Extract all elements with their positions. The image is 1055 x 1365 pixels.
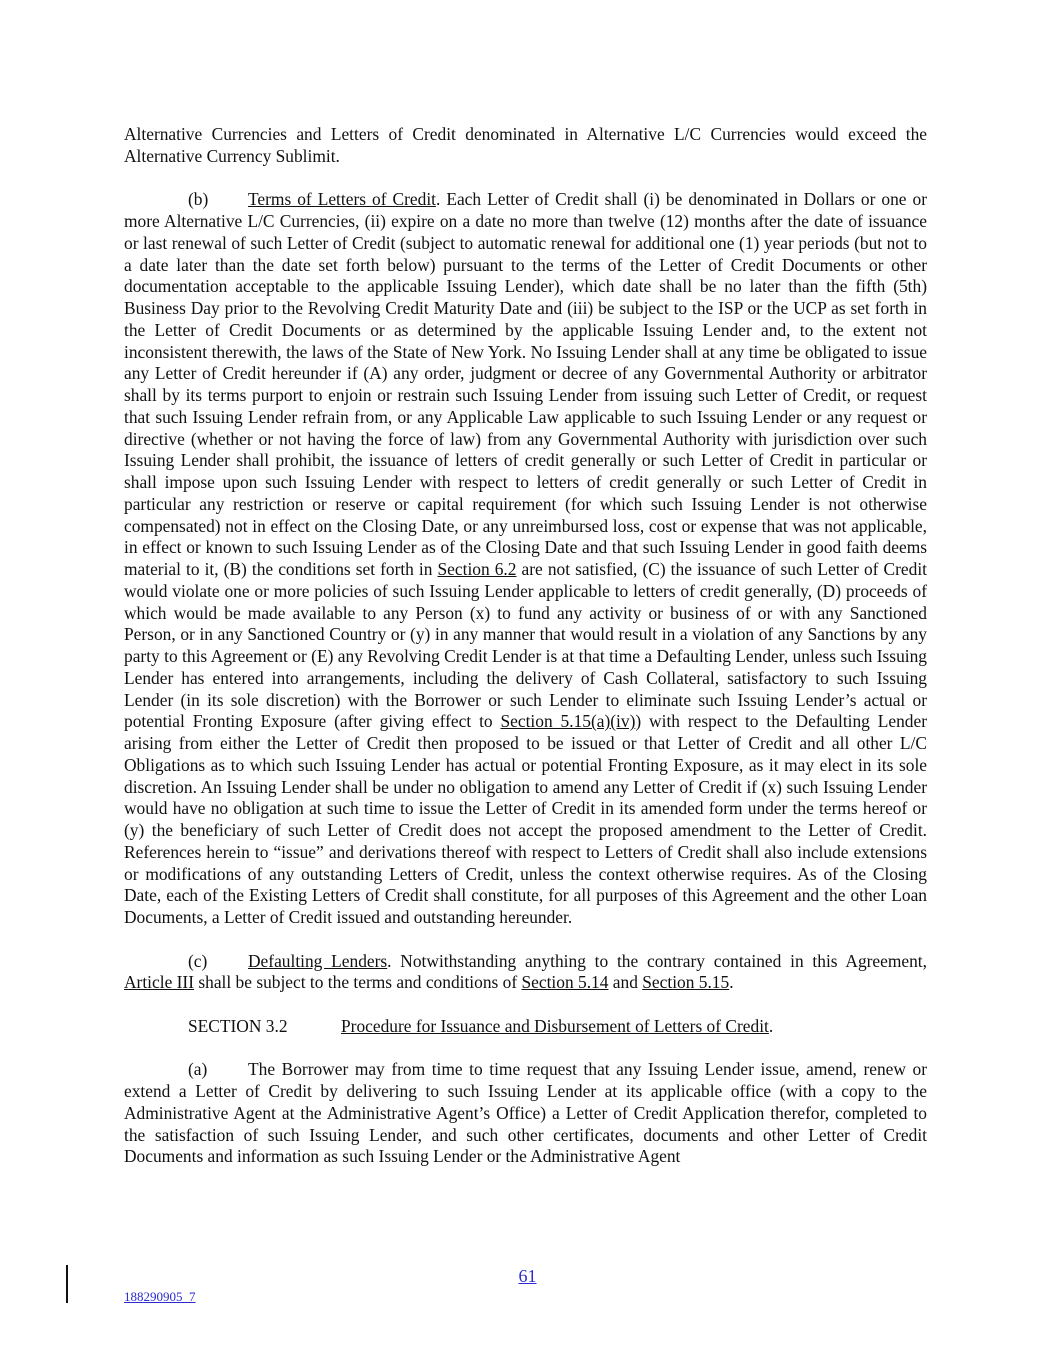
paragraph-a — [124, 1059, 927, 1168]
paragraph-c-text-4: . — [729, 972, 734, 993]
section-5-15-a-iv-reference: Section 5.15(a)(iv) — [500, 711, 636, 732]
paragraph-a-text: The Borrower may from time to time request that any Issuing Lender issue, amend, renew or extend a Letter of Credit by delivering to such Issuing Lender at its applicable office (with a copy to the Administrative Agent at the Administrative Agent’s Office) a Letter of Credit Application therefor, completed to the satisfaction of such Issuing Lender, and such other certificates, documents and other Letter of Credit Documents and information as such Issuing Lender or the Administrative Agent — [124, 1059, 927, 1167]
paragraph-c-label: (c) — [188, 950, 208, 971]
article-iii-reference: Article III — [124, 972, 195, 993]
section-5-14-reference: Section 5.14 — [521, 972, 609, 993]
paragraph-b — [124, 189, 927, 929]
paragraph-b-title: Terms of Letters of Credit — [248, 189, 436, 210]
paragraph-c-text-1: . Notwithstanding anything to the contrary contained in this Agreement, — [387, 950, 927, 971]
document-id[interactable]: 188290905_7 — [124, 1289, 196, 1304]
section-title: Procedure for Issuance and Disbursement of Letters of Credit — [341, 1015, 769, 1036]
intro-paragraph: Alternative Currencies and Letters of Credit denominated in Alternative L/C Currencies would exceed the Alternative Currency Sublimit. — [124, 124, 927, 166]
section-title-end: . — [768, 1015, 774, 1036]
paragraph-b-text-2: are not satisfied, (C) the issuance of such Letter of Credit would violate one or more policies of such Issuing Lender applicable to letters of credit generally, (D) proceeds of which would be made available to any Person (x) to fund any activity or business of or with any Sanctioned Person, or in any Sanctioned Country or (y) in any manner that would result in a violation of any Sanctions by any party to this Agreement or (E) any Revolving Credit Lender is at that time a Defaulting Lender, unless such Issuing Lender has entered into arrangements, including the delivery of Cash Collateral, satisfactory to such Issuing Lender (in its sole discretion) with the Borrower or such Lender to eliminate such Issuing Lender’s actual or potential Fronting Exposure (after giving effect to — [124, 559, 927, 732]
paragraph-c-title: Defaulting Lenders — [248, 950, 388, 971]
paragraph-b-label: (b) — [188, 189, 209, 210]
paragraph-c-text-3: and — [608, 972, 643, 993]
paragraph-a-label: (a) — [188, 1059, 208, 1080]
paragraph-c — [124, 951, 927, 995]
section-3-2-heading — [124, 1016, 927, 1038]
section-6-2-reference: Section 6.2 — [437, 559, 517, 579]
section-5-15-reference: Section 5.15 — [642, 972, 730, 993]
paragraph-b-text-3: ) with respect to the Defaulting Lender arising from either the Letter of Credit then proposed to be issued or that Letter of Credit and all other L/C Obligations as to which such Issuing Lender has actual or potential Fronting Exposure, as it may elect in its sole discretion. An Issuing Lender shall be under no obligation to amend any Letter of Credit if (x) such Issuing Lender would have no obligation at such time to issue the Letter of Credit in its amended form under the terms hereof or (y) the beneficiary of such Letter of Credit does not accept the proposed amendment to the Letter of Credit. References herein to “issue” and derivations thereof with respect to Letters of Credit shall also include extensions or modifications of any outstanding Letters of Credit, unless the context otherwise requires. As of the Closing Date, each of the Existing Letters of Credit shall constitute, for all purposes of this Agreement and the other Loan Documents, a Letter of Credit issued and outstanding hereunder. — [124, 711, 927, 927]
paragraph-b-text-1: . Each Letter of Credit shall (i) be denominated in Dollars or one or more Alternative L/C Currencies, (ii) expire on a date no more than twelve (12) months after the date of issuance or last renewal of such Letter of Credit (subject to automatic renewal for additional one (1) year periods (but not to a date later than the date set forth below) pursuant to the terms of the Letter of Credit Documents or other documentation acceptable to the applicable Issuing Lender), which date shall be no later than the fifth (5th) Business Day prior to the Revolving Credit Maturity Date and (iii) be subject to the ISP or the UCP as set forth in the Letter of Credit Documents or as determined by the applicable Issuing Lender and, to the extent not inconsistent therewith, the laws of the State of New York. No Issuing Lender shall at any time be obligated to issue any Letter of Credit hereunder if (A) any order, judgment or decree of any Governmental Authority or arbitrator shall by its terms purport to enjoin or restrain such Issuing Lender from issuing such Letter of Credit, or request that such Issuing Lender refrain from, or any Applicable Law applicable to such Issuing Lender or any request or directive (whether or not having the force of law) from any Governmental Authority with jurisdiction over such Issuing Lender shall prohibit, the issuance of letters of credit generally or such Letter of Credit in particular or shall impose upon such Issuing Lender with respect to letters of credit generally or such Letter of Credit in particular any restriction or reserve or capital requirement (for which such Issuing Lender is not otherwise compensated) not in effect on the Closing Date, or any unreimbursed loss, cost or expense that was not applicable, in effect or known to such Issuing Lender as of the Closing Date and that such Issuing Lender in good faith deems material to it, (B) the conditions set forth in — [124, 189, 927, 579]
paragraph-c-text-2: shall be subject to the terms and conditions of — [194, 972, 522, 993]
document-page — [124, 124, 927, 1168]
page-number[interactable]: 61 — [518, 1266, 537, 1286]
section-number: SECTION 3.2 — [188, 1015, 288, 1036]
